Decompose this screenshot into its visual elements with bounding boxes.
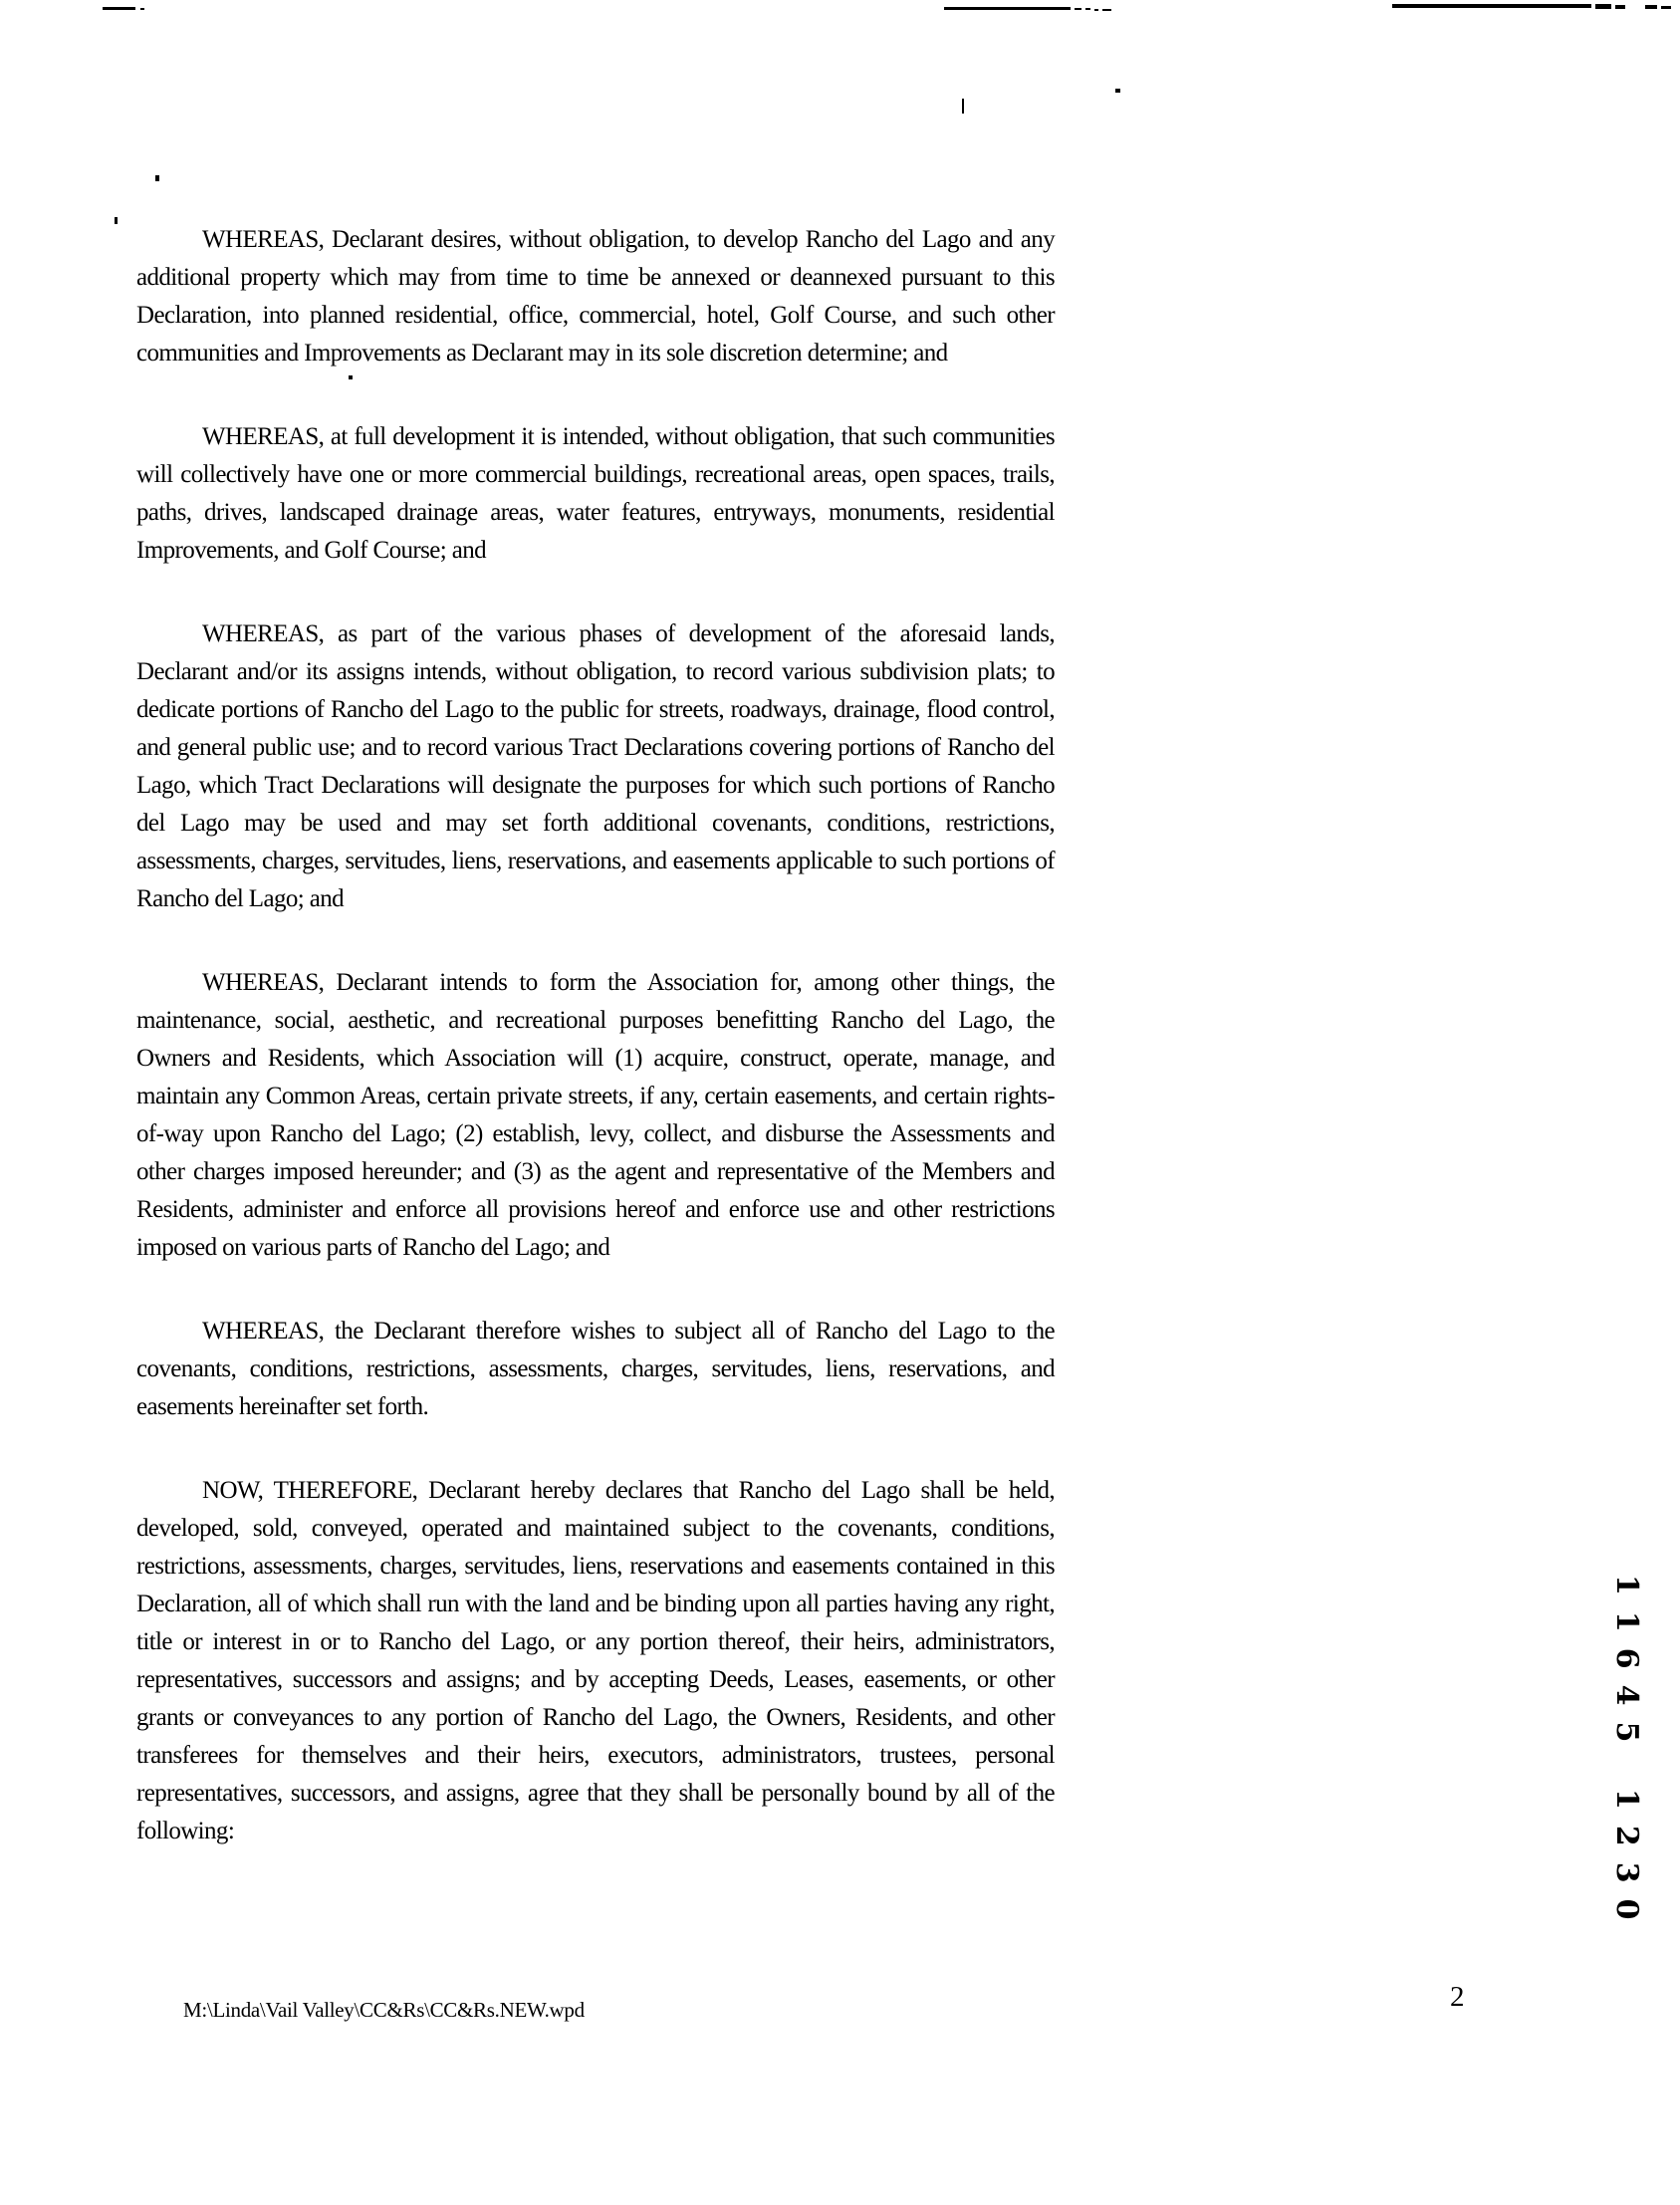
- scan-artifact-line: [944, 7, 1071, 10]
- scan-artifact-tick: [962, 99, 964, 114]
- scan-artifact-dash: [1615, 5, 1625, 9]
- scan-artifact-line: [1392, 4, 1591, 8]
- scan-artifact-dash: [1661, 6, 1671, 9]
- footer-page-number: 2: [1450, 1981, 1465, 2013]
- scan-artifact-dot: [1115, 89, 1120, 93]
- scan-artifact-dash: [1075, 8, 1081, 10]
- scan-artifact-dash: [1102, 9, 1111, 11]
- footer-file-path: M:\Linda\Vail Valley\CC&Rs\CC&Rs.NEW.wpd: [183, 1998, 585, 2022]
- scan-artifact-dash: [1085, 8, 1090, 10]
- paragraph-whereas-develop: WHEREAS, Declarant desires, without obligation, to develop Rancho del Lago and any additional property which may from time to time be annexed or deannexed pursuant to this Declaration, into planned residential, office, commercial, hotel, Golf Course, and such other communities and Improvements as Declarant may in its sole discretion determine; and: [136, 226, 1055, 367]
- scan-artifact-dash: [1595, 4, 1611, 9]
- paragraph-whereas-full-development: WHEREAS, at full development it is intended, without obligation, that such communities will collectively have one or more commercial buildings, recreational areas, open spaces, trails, paths, drives, landscaped drainage areas, water features, entryways, monuments, residential Improvements, and Golf Course; and: [136, 423, 1055, 564]
- scan-artifact-speck: [115, 217, 118, 224]
- scan-artifact-dash: [1094, 9, 1098, 11]
- paragraph-now-therefore: NOW, THEREFORE, Declarant hereby declares that Rancho del Lago shall be held, developed, sold, conveyed, operated and maintained subject to the covenants, conditions, restrictions, assessments, charges, servitudes, liens, reservations and easements contained in this Declaration, all of which shall run with the land and be binding upon all parties having any right, title or interest in or to Rancho del Lago, or any portion thereof, their heirs, administrators, representatives, successors and assigns; and by accepting Deeds, Leases, easements, or other grants or conveyances to any portion of Rancho del Lago, the Owners, Residents, and other transferees for themselves and their heirs, executors, administrators, trustees, personal representatives, successors, and assigns, agree that they shall be personally bound by all of the following:: [136, 1477, 1055, 1844]
- paragraph-whereas-association: WHEREAS, Declarant intends to form the Association for, among other things, the maintenance, social, aesthetic, and recreational purposes benefitting Rancho del Lago, the Owners and Residents, which Association will (1) acquire, construct, operate, manage, and maintain any Common Areas, certain private streets, if any, certain easements, and certain rights-of-way upon Rancho del Lago; (2) establish, levy, collect, and disburse the Assessments and other charges imposed hereunder; and (3) as the agent and representative of the Members and Residents, administer and enforce all provisions hereof and enforce use and other restrictions imposed on various parts of Rancho del Lago; and: [136, 969, 1055, 1261]
- paragraph-whereas-phases: WHEREAS, as part of the various phases of development of the aforesaid lands, Declarant and/or its assigns intends, without obligation, to record various subdivision plats; to dedicate portions of Rancho del Lago to the public for streets, roadways, drainage, flood control, and general public use; and to record various Tract Declarations covering portions of Rancho del Lago, which Tract Declarations will designate the purposes for which such portions of Rancho del Lago may be used and may set forth additional covenants, conditions, restrictions, assessments, charges, servitudes, liens, reservations, and easements applicable to such portions of Rancho del Lago; and: [136, 620, 1055, 912]
- scan-artifact-speck: [155, 175, 159, 181]
- document-body: [136, 221, 1055, 1896]
- scan-artifact-dot: [140, 8, 144, 10]
- paragraph-whereas-subject: WHEREAS, the Declarant therefore wishes to subject all of Rancho del Lago to the covenants, conditions, restrictions, assessments, charges, servitudes, liens, reservations, and easements hereinafter set forth.: [136, 1318, 1055, 1420]
- scan-artifact-dash: [103, 7, 135, 10]
- scan-artifact-dash: [1645, 5, 1657, 9]
- recorder-stamp-docket-number: 11645: [1609, 1575, 1644, 1759]
- recorder-stamp-page-number: 1230: [1609, 1789, 1644, 1936]
